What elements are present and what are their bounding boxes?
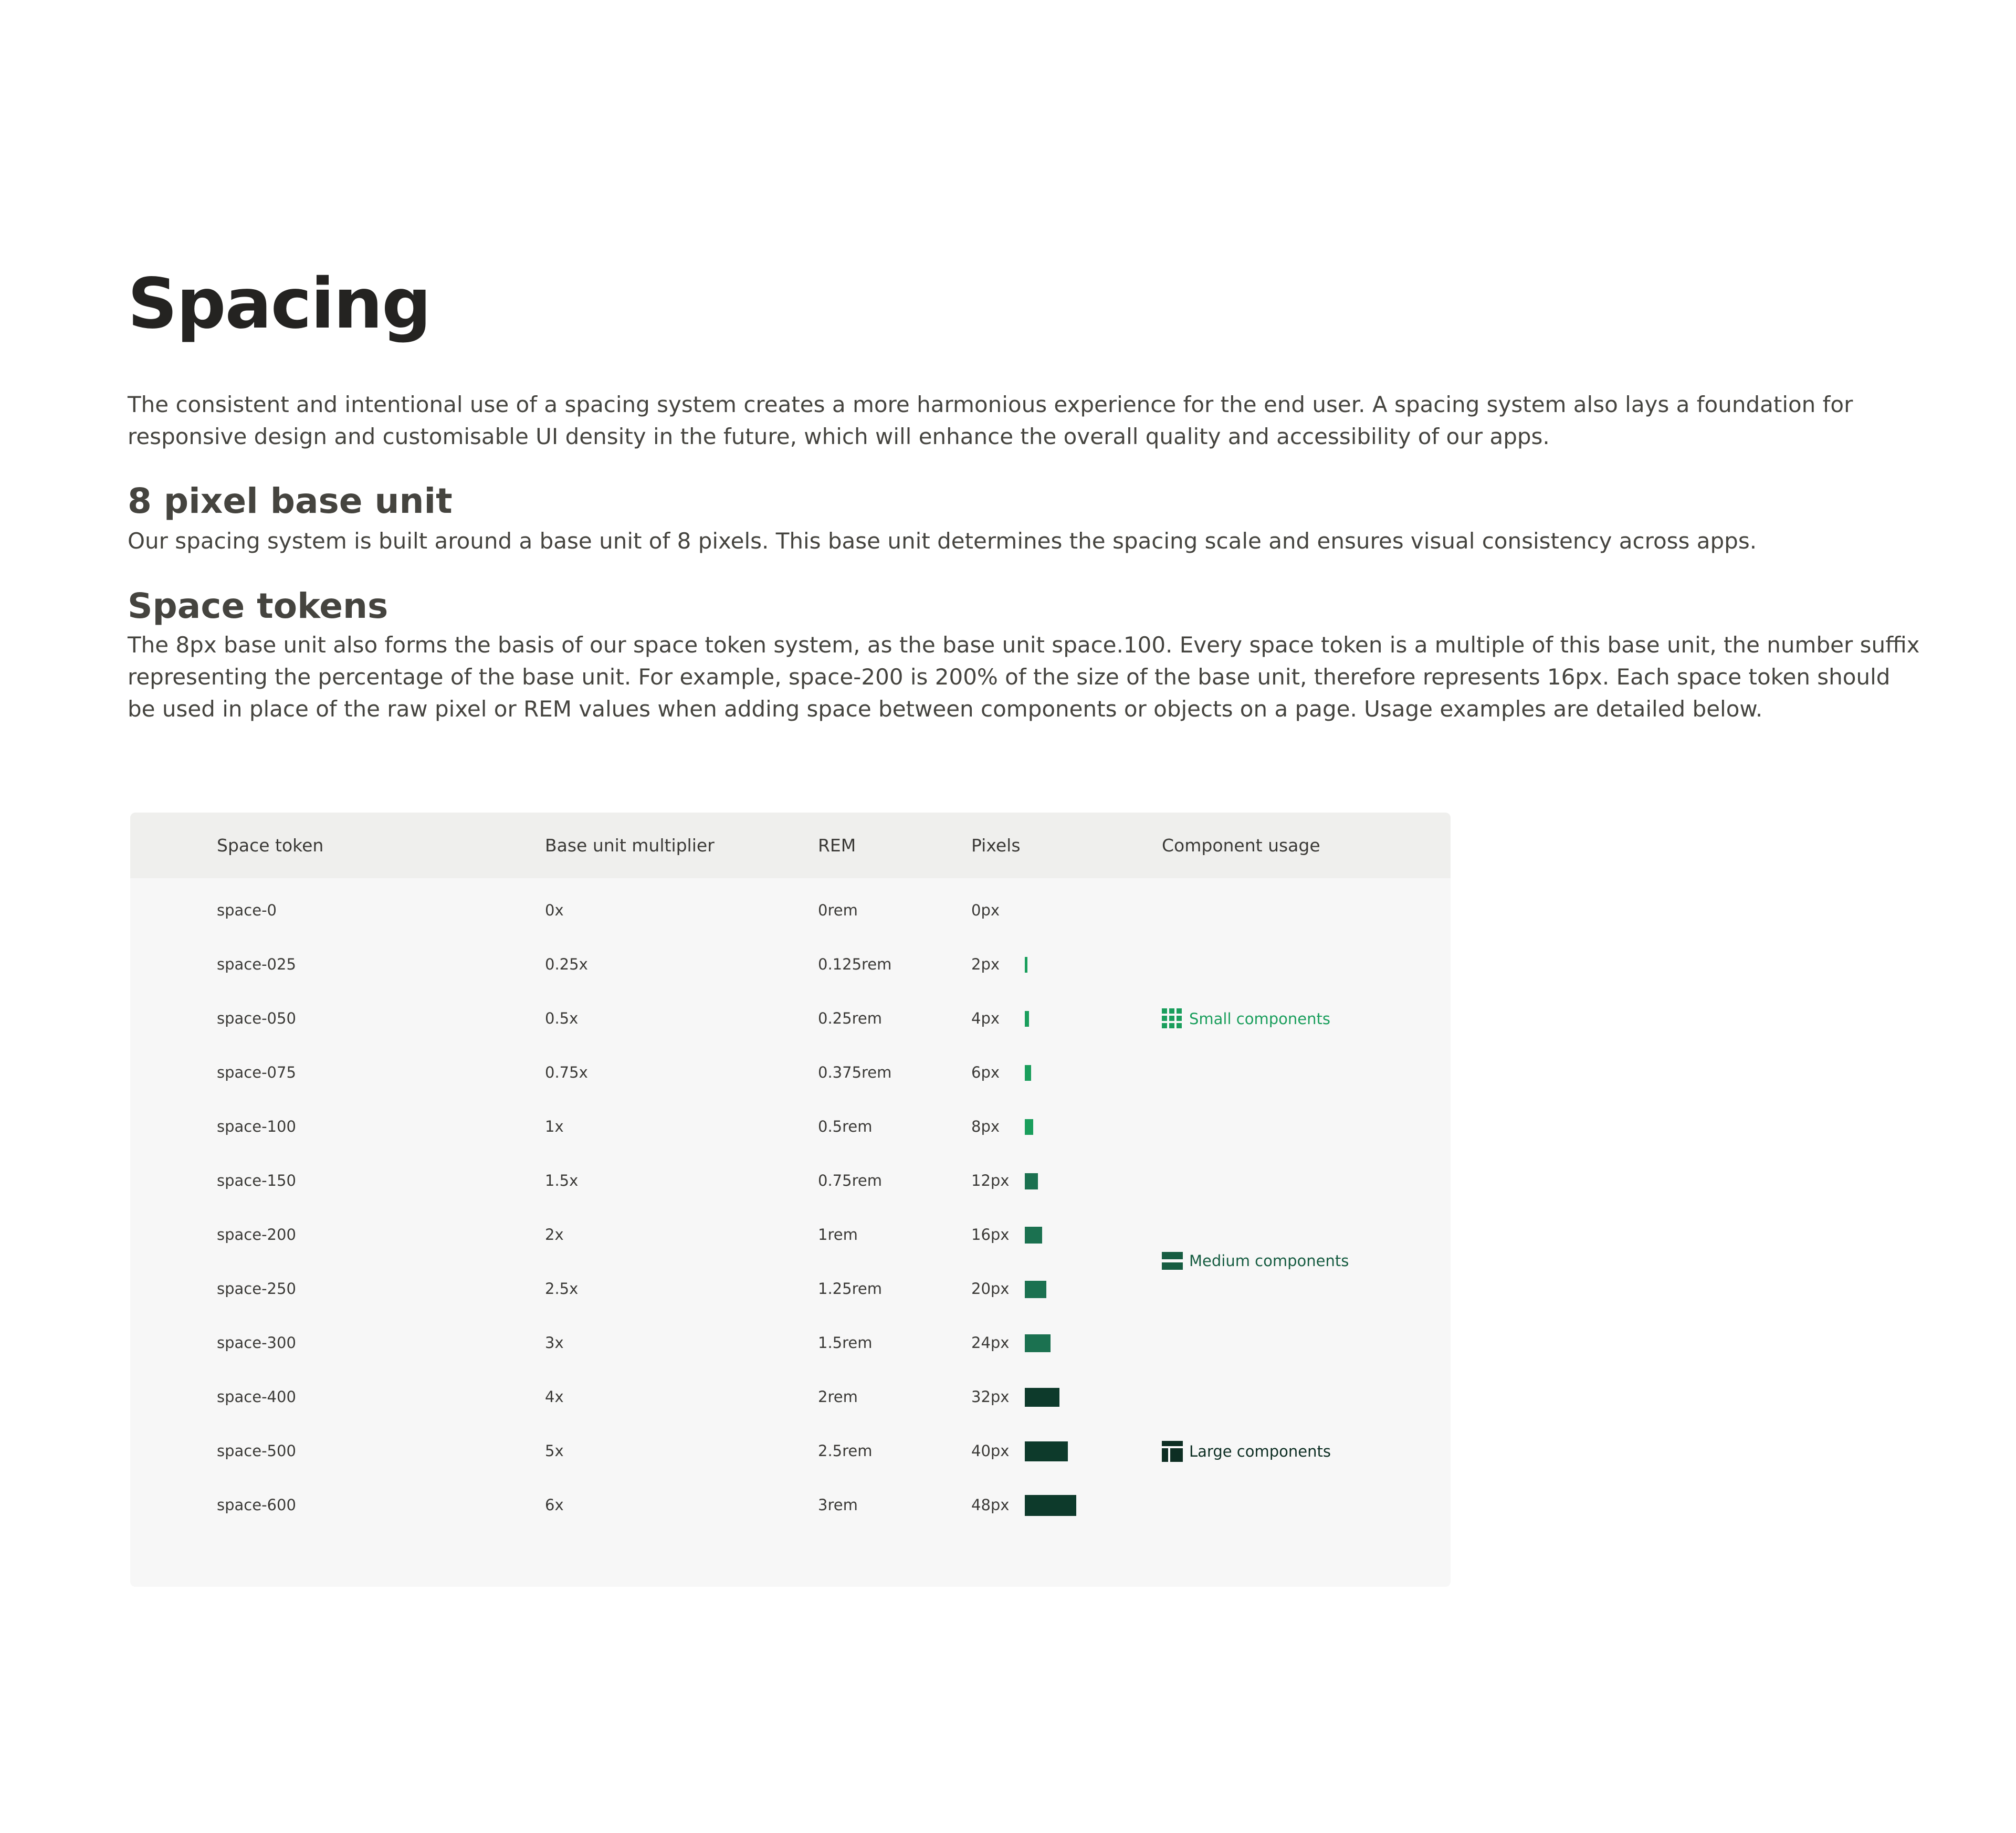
space-token-table	[130, 813, 1451, 1587]
space-token-cell: space-025	[217, 955, 296, 973]
space-token-cell: space-075	[217, 1063, 296, 1081]
page-title: Spacing	[128, 264, 430, 344]
space-token-cell: space-500	[217, 1442, 296, 1460]
pixels-cell: 16px	[971, 1226, 1010, 1244]
component-usage-item	[1162, 1008, 1330, 1029]
component-usage-item	[1162, 1252, 1349, 1270]
component-usage-label: Medium components	[1189, 1251, 1349, 1270]
space-tokens-heading: Space tokens	[128, 586, 388, 626]
space-token-cell: space-150	[217, 1172, 296, 1189]
spacing-bar	[1025, 1281, 1046, 1298]
header-multiplier: Base unit multiplier	[545, 835, 715, 856]
space-token-cell: space-0	[217, 901, 277, 919]
base-unit-text: Our spacing system is built around a base unit of 8 pixels. This base unit determines the spacing scale and ensures visual consistency across apps.	[128, 528, 1757, 554]
pixels-cell: 2px	[971, 955, 1000, 973]
header-component-usage: Component usage	[1162, 835, 1320, 856]
pixels-cell: 32px	[971, 1388, 1010, 1406]
multiplier-cell: 2x	[545, 1226, 564, 1244]
multiplier-cell: 2.5x	[545, 1280, 579, 1298]
spacing-bar	[1025, 1011, 1029, 1027]
component-usage-item	[1162, 1441, 1331, 1462]
spacing-bar	[1025, 1495, 1076, 1516]
rem-cell: 1.25rem	[818, 1280, 882, 1298]
pixels-cell: 6px	[971, 1063, 1000, 1081]
rem-cell: 0.5rem	[818, 1118, 873, 1135]
spacing-bar	[1025, 1119, 1033, 1135]
multiplier-cell: 5x	[545, 1442, 564, 1460]
pixels-cell: 24px	[971, 1334, 1010, 1352]
space-token-cell: space-200	[217, 1226, 296, 1244]
rem-cell: 2rem	[818, 1388, 858, 1406]
header-space-token: Space token	[217, 835, 324, 856]
rem-cell: 1.5rem	[818, 1334, 873, 1352]
pixels-cell: 20px	[971, 1280, 1010, 1298]
space-token-cell: space-300	[217, 1334, 296, 1352]
space-tokens-text: The 8px base unit also forms the basis of our space token system, as the base unit space.100. Every space token is a multiple of this base unit, the number suffix representing the percentage of the base unit. For example, space-200 is 200% of the size of the base unit, therefore represents 16px. Each space token should be used in place of the raw pixel or REM values when adding space between components or objects on a page. Usage examples are detailed below.	[128, 632, 1920, 722]
pixels-cell: 48px	[971, 1496, 1010, 1514]
rem-cell: 3rem	[818, 1496, 858, 1514]
rem-cell: 0.375rem	[818, 1063, 892, 1081]
spacing-bar	[1025, 1334, 1051, 1352]
component-usage-label: Small components	[1189, 1010, 1330, 1028]
pixels-cell: 12px	[971, 1172, 1010, 1189]
space-token-cell: space-250	[217, 1280, 296, 1298]
multiplier-cell: 6x	[545, 1496, 564, 1514]
multiplier-cell: 4x	[545, 1388, 564, 1406]
multiplier-cell: 1.5x	[545, 1172, 579, 1189]
spacing-bar	[1025, 1441, 1068, 1461]
multiplier-cell: 0x	[545, 901, 564, 919]
rem-cell: 2.5rem	[818, 1442, 873, 1460]
multiplier-cell: 1x	[545, 1118, 564, 1135]
pixels-cell: 0px	[971, 901, 1000, 919]
space-token-cell: space-400	[217, 1388, 296, 1406]
rem-cell: 1rem	[818, 1226, 858, 1244]
header-pixels: Pixels	[971, 835, 1021, 856]
multiplier-cell: 3x	[545, 1334, 564, 1352]
space-token-cell: space-100	[217, 1118, 296, 1135]
rem-cell: 0.25rem	[818, 1009, 882, 1027]
pixels-cell: 8px	[971, 1118, 1000, 1135]
spacing-bar	[1025, 1065, 1031, 1081]
table-header	[130, 813, 1451, 878]
component-usage-label: Large components	[1189, 1442, 1331, 1460]
multiplier-cell: 0.5x	[545, 1009, 579, 1027]
multiplier-cell: 0.25x	[545, 955, 588, 973]
space-token-cell: space-050	[217, 1009, 296, 1027]
layout-panel-icon	[1162, 1441, 1183, 1462]
spacing-bar	[1025, 1227, 1042, 1244]
rows-icon	[1162, 1252, 1183, 1270]
pixels-cell: 40px	[971, 1442, 1010, 1460]
spacing-bar	[1025, 1173, 1038, 1189]
rem-cell: 0rem	[818, 901, 858, 919]
spacing-bar	[1025, 1388, 1059, 1407]
spacing-bar	[1025, 957, 1027, 973]
multiplier-cell: 0.75x	[545, 1063, 588, 1081]
rem-cell: 0.75rem	[818, 1172, 882, 1189]
base-unit-heading: 8 pixel base unit	[128, 481, 453, 521]
pixels-cell: 4px	[971, 1009, 1000, 1027]
header-rem: REM	[818, 835, 856, 856]
space-token-cell: space-600	[217, 1496, 296, 1514]
grid-icon	[1162, 1008, 1183, 1029]
rem-cell: 0.125rem	[818, 955, 892, 973]
intro-paragraph: The consistent and intentional use of a spacing system creates a more harmonious experience for the end user. A spacing system also lays a foundation for responsive design and customisable UI density in the future, which will enhance the overall quality and accessibility of our apps.	[128, 392, 1853, 449]
